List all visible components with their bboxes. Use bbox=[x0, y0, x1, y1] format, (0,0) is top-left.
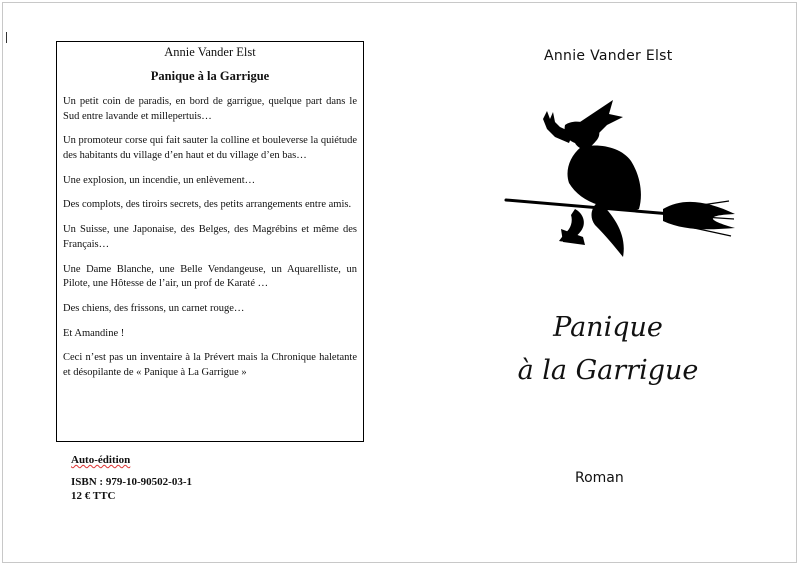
witch-on-broomstick-icon bbox=[503, 97, 738, 262]
back-cover-title: Panique à la Garrigue bbox=[150, 69, 270, 83]
front-title-line-2: à la Garrigue bbox=[517, 355, 699, 386]
genre-label: Roman bbox=[575, 470, 624, 486]
blurb-paragraph: Des chiens, des frissons, un carnet rouge… bbox=[63, 302, 245, 314]
back-cover-summary-box bbox=[56, 41, 364, 442]
blurb-paragraph: Des complots, des tiroirs secrets, des petits arrangements entre amis. bbox=[63, 199, 352, 211]
book-cover-sheet bbox=[2, 2, 797, 563]
blurb-paragraph: Une explosion, un incendie, un enlèvement… bbox=[63, 174, 256, 186]
blurb-paragraph: Et Amandine ! bbox=[63, 327, 125, 339]
blurb-paragraph: Un Suisse, une Japonaise, des Belges, des Magrébins et même des Français… bbox=[63, 224, 357, 250]
text-cursor bbox=[6, 32, 7, 43]
front-title-line-1: Panique bbox=[553, 312, 663, 343]
front-cover-title bbox=[493, 306, 723, 392]
back-cover-blurb bbox=[63, 95, 357, 381]
blurb-paragraph: Ceci n’est pas un inventaire à la Prévert mais la Chronique haletante et désopilante de « Panique à La Garrigue » bbox=[63, 352, 357, 378]
edition-label: Auto-édition bbox=[71, 454, 131, 466]
price-text: 12 € TTC bbox=[71, 489, 116, 502]
blurb-paragraph: Un promoteur corse qui fait sauter la colline et bouleverse la quiétude des habitants du village d’en haut et du village d’en bas… bbox=[63, 135, 357, 162]
back-cover-author: Annie Vander Elst bbox=[164, 45, 256, 59]
front-cover-author: Annie Vander Elst bbox=[544, 48, 673, 64]
blurb-paragraph: Une Dame Blanche, une Belle Vendangeuse, un Aquarelliste, un Pilote, une Hôtesse de l’air, un prof de Karaté … bbox=[63, 263, 357, 290]
publisher-info bbox=[71, 454, 192, 504]
blurb-paragraph: Un petit coin de paradis, en bord de garrigue, quelque part dans le Sud entre lavande et millepertuis… bbox=[63, 96, 357, 122]
isbn-text: ISBN : 979-10-90502-03-1 bbox=[71, 476, 192, 488]
